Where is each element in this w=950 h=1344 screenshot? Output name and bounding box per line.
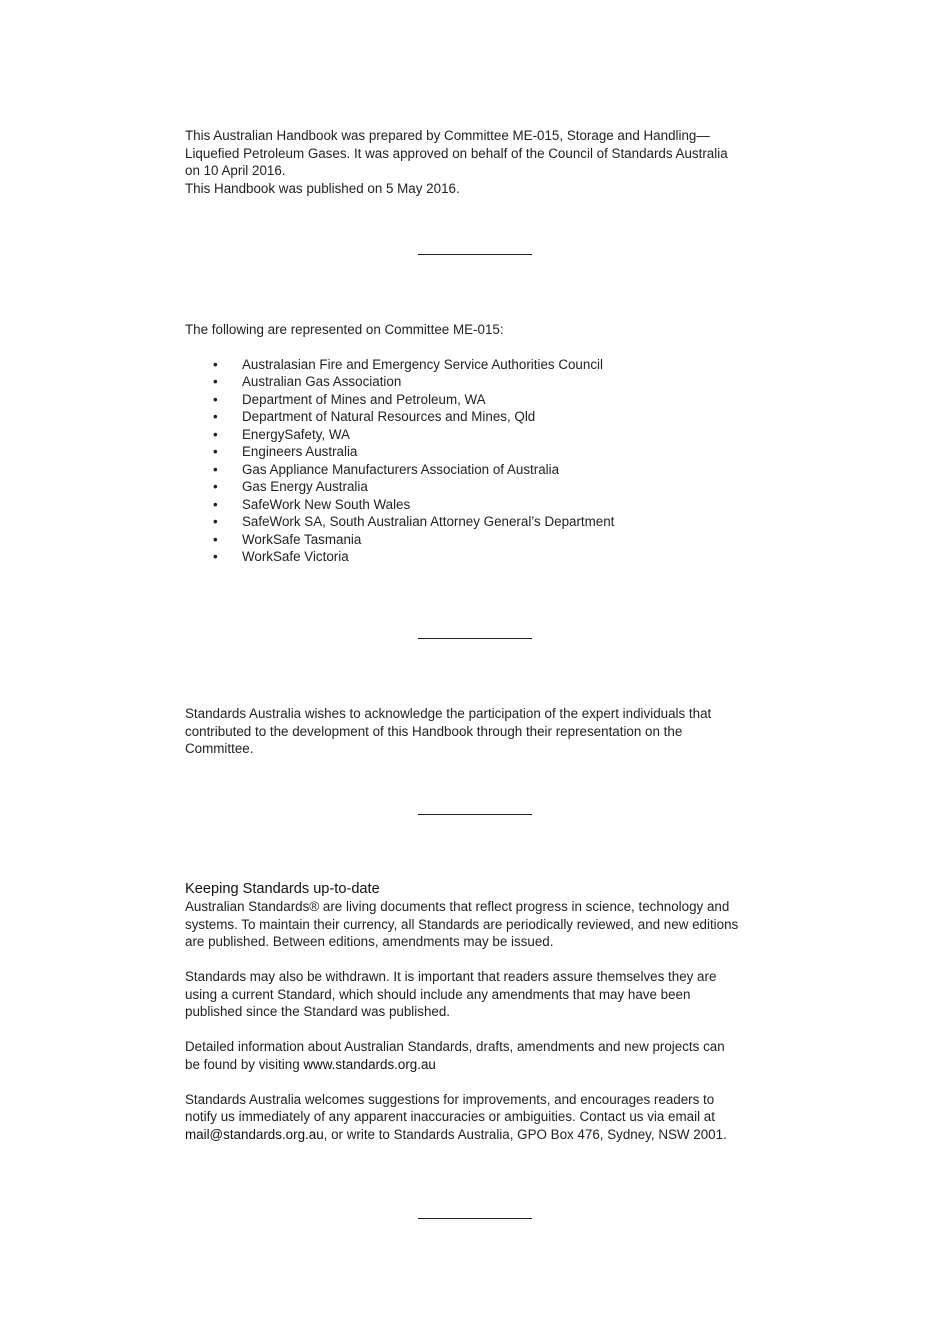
list-item: • EnergySafety, WA bbox=[185, 426, 770, 444]
list-item: • Gas Energy Australia bbox=[185, 478, 770, 496]
acknowledgement-statement bbox=[185, 705, 770, 758]
acknowledge-line-1: Standards Australia wishes to acknowledge the participation of the expert individuals that bbox=[185, 706, 712, 721]
list-item: • Australian Gas Association bbox=[185, 373, 770, 391]
paragraph-line: are published. Between editions, amendments may be issued. bbox=[185, 934, 554, 949]
section-divider-4 bbox=[418, 1218, 532, 1219]
list-item: • SafeWork New South Wales bbox=[185, 496, 770, 514]
paragraph-line: Standards Australia welcomes suggestions for improvements, and encourages readers to bbox=[185, 1091, 715, 1107]
list-item: • WorkSafe Tasmania bbox=[185, 531, 770, 549]
section-divider-1 bbox=[418, 254, 532, 255]
list-item: • Engineers Australia bbox=[185, 443, 770, 461]
prep-line-4: This Handbook was published on 5 May 2016. bbox=[185, 180, 460, 196]
acknowledge-line-2: contributed to the development of this Handbook through their representation on the bbox=[185, 723, 683, 739]
paragraph-living-documents bbox=[185, 898, 770, 951]
link-prefix-text: be found by visiting bbox=[185, 1056, 304, 1072]
list-item: • Department of Mines and Petroleum, WA bbox=[185, 391, 770, 409]
contact-email-link[interactable]: mail@standards.org.au bbox=[185, 1126, 324, 1142]
paragraph-detailed-info bbox=[185, 1038, 770, 1073]
prep-line-1: This Australian Handbook was prepared by Committee ME-015, Storage and Handling— bbox=[185, 128, 710, 143]
paragraph-suggestions bbox=[185, 1091, 770, 1144]
committee-intro: The following are represented on Committee ME-015: bbox=[185, 322, 504, 337]
paragraph-withdrawn bbox=[185, 968, 770, 1021]
list-item: • SafeWork SA, South Australian Attorney General’s Department bbox=[185, 513, 770, 531]
address-text: , or write to Standards Australia, GPO Box 476, Sydney, NSW 2001. bbox=[323, 1126, 727, 1142]
paragraph-line: Detailed information about Australian Standards, drafts, amendments and new projects can bbox=[185, 1039, 725, 1054]
section-divider-2 bbox=[418, 638, 532, 639]
paragraph-line: Australian Standards® are living documents that reflect progress in science, technology and bbox=[185, 899, 730, 914]
committee-member-list bbox=[185, 356, 770, 566]
paragraph-line: systems. To maintain their currency, all Standards are periodically reviewed, and new editions bbox=[185, 916, 739, 932]
list-item: • Department of Natural Resources and Mines, Qld bbox=[185, 408, 770, 426]
committee-section bbox=[185, 321, 770, 566]
standards-website-link[interactable]: www.standards.org.au bbox=[303, 1056, 436, 1072]
paragraph-line: Standards may also be withdrawn. It is important that readers assure themselves they are bbox=[185, 969, 717, 984]
acknowledge-line-3: Committee. bbox=[185, 741, 254, 756]
paragraph-line: published since the Standard was published. bbox=[185, 1004, 451, 1019]
paragraph-line bbox=[185, 1126, 770, 1144]
paragraph-line: notify us immediately of any apparent inaccuracies or ambiguities. Contact us via email at bbox=[185, 1109, 715, 1124]
paragraph-line: using a current Standard, which should include any amendments that may have been bbox=[185, 986, 691, 1002]
section-divider-3 bbox=[418, 814, 532, 815]
preparation-statement bbox=[185, 127, 770, 197]
prep-line-3: on 10 April 2016. bbox=[185, 163, 286, 178]
list-item: • Gas Appliance Manufacturers Association of Australia bbox=[185, 461, 770, 479]
paragraph-line bbox=[185, 1056, 770, 1074]
prep-line-2: Liquefied Petroleum Gases. It was approved on behalf of the Council of Standards Australia bbox=[185, 145, 728, 161]
keeping-standards-section bbox=[185, 880, 770, 1143]
section-heading: Keeping Standards up-to-date bbox=[185, 881, 380, 897]
list-item: • WorkSafe Victoria bbox=[185, 548, 770, 566]
list-item: • Australasian Fire and Emergency Service Authorities Council bbox=[185, 356, 770, 374]
